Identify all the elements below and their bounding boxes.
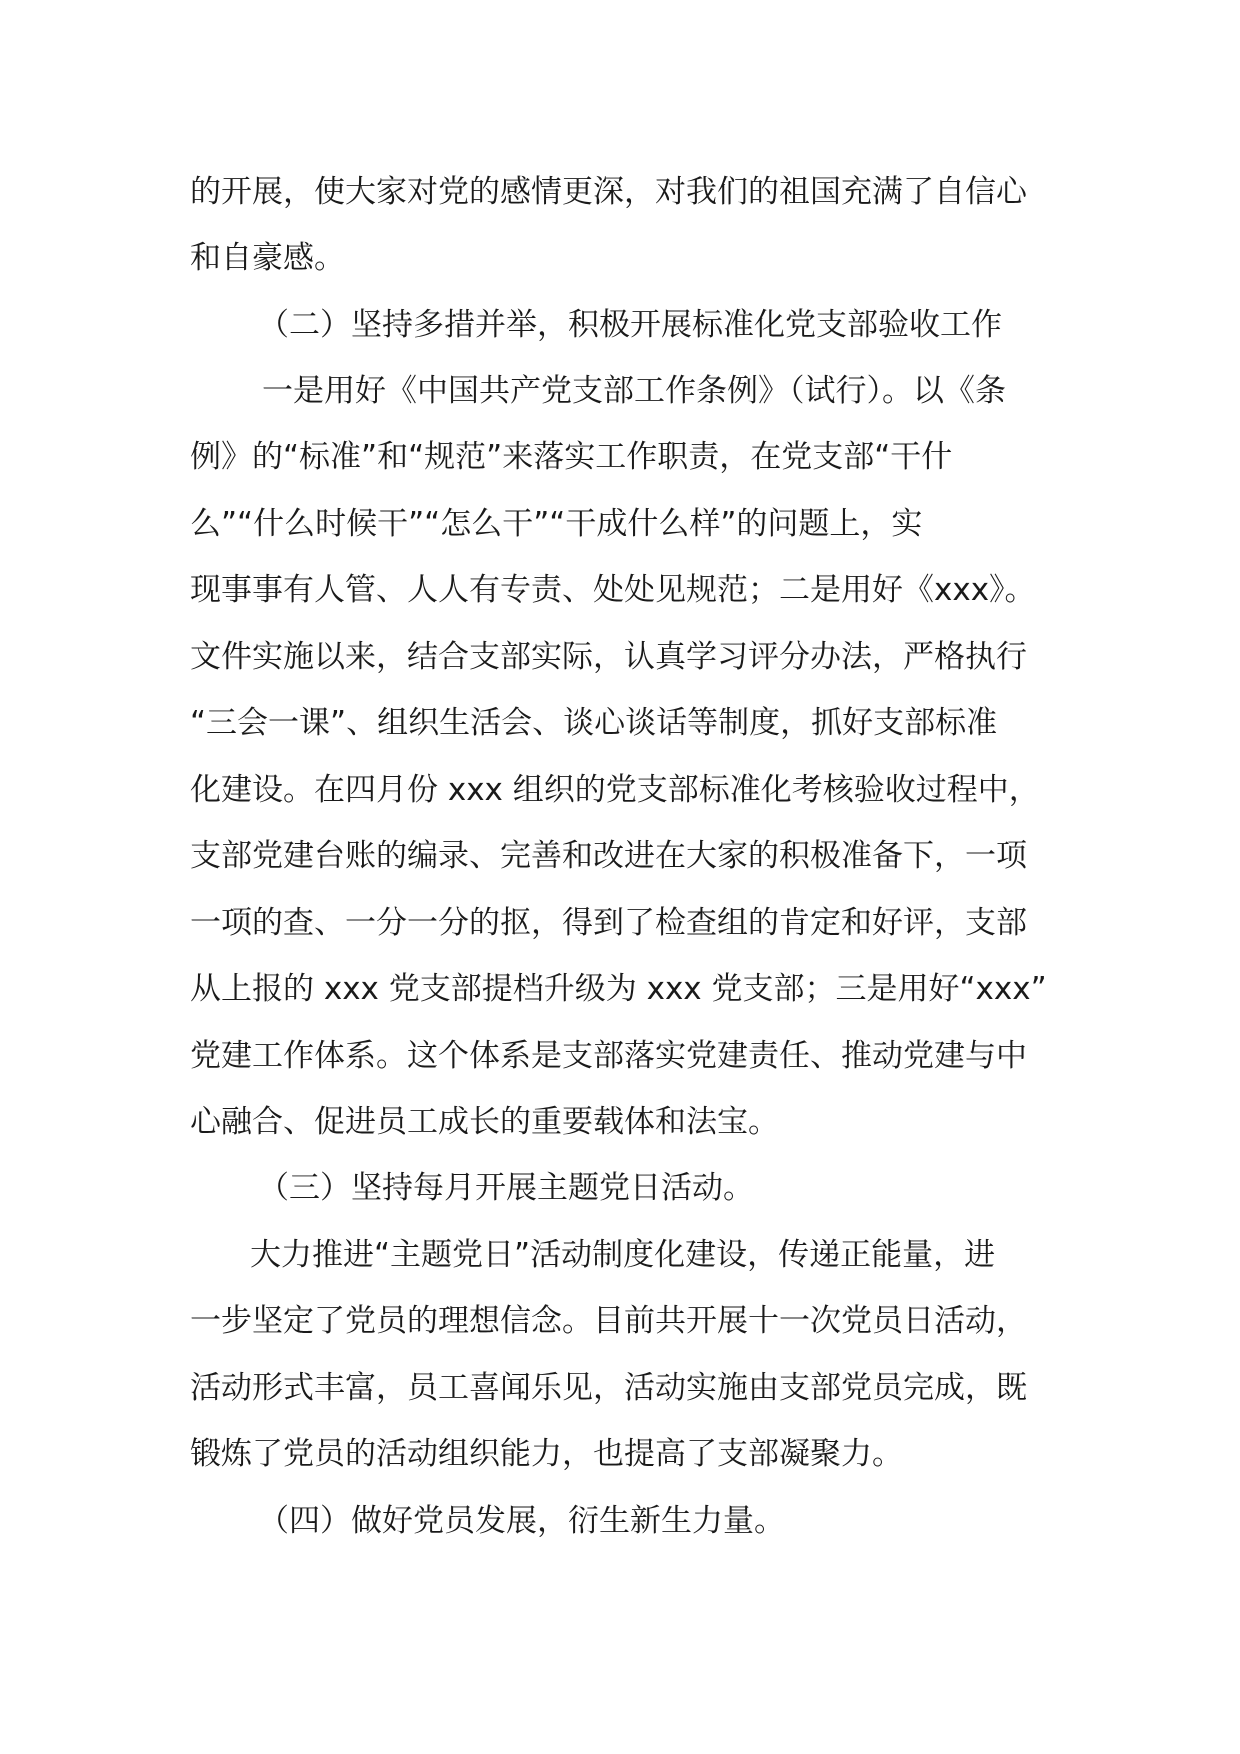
body-text-line: 一是用好《中国共产党支部工作条例》（试行）。以《条 — [262, 373, 1006, 409]
body-text-line: 文件实施以来，结合支部实际，认真学习评分办法，严格执行 — [190, 639, 1027, 675]
body-text-line: 例》的“标准”和“规范”来落实工作职责，在党支部“干什 — [190, 439, 953, 475]
section-heading-3: （三）坚持每月开展主题党日活动。 — [258, 1170, 754, 1206]
section-heading-2: （二）坚持多措并举，积极开展标准化党支部验收工作 — [258, 307, 1002, 343]
body-text-line: 活动形式丰富，员工喜闻乐见，活动实施由支部党员完成，既 — [190, 1370, 1027, 1406]
body-text-line: 的开展，使大家对党的感情更深，对我们的祖国充满了自信心 — [190, 174, 1027, 210]
body-text-line: 和自豪感。 — [190, 240, 345, 276]
body-text-line: “三会一课”、组织生活会、谈心谈话等制度，抓好支部标准 — [190, 705, 998, 741]
section-heading-4: （四）做好党员发展，衍生新生力量。 — [258, 1503, 785, 1539]
body-text-line: 锻炼了党员的活动组织能力，也提高了支部凝聚力。 — [190, 1436, 903, 1472]
body-text-line: 一步坚定了党员的理想信念。目前共开展十一次党员日活动， — [190, 1303, 1027, 1339]
body-text-line: 化建设。在四月份 xxx 组织的党支部标准化考核验收过程中， — [190, 772, 1040, 808]
body-text-line: 么”“什么时候干”“怎么干”“干成什么样”的问题上，实 — [190, 506, 923, 542]
body-text-line: 支部党建台账的编录、完善和改进在大家的积极准备下，一项 — [190, 838, 1027, 874]
body-text-line: 一项的查、一分一分的抠，得到了检查组的肯定和好评，支部 — [190, 905, 1027, 941]
body-text-line: 从上报的 xxx 党支部提档升级为 xxx 党支部；三是用好“xxx” — [190, 971, 1047, 1007]
body-text-line: 党建工作体系。这个体系是支部落实党建责任、推动党建与中 — [190, 1038, 1027, 1074]
body-text-line: 大力推进“主题党日”活动制度化建设，传递正能量，进 — [250, 1237, 996, 1273]
body-text-line: 现事事有人管、人人有专责、处处见规范；二是用好《xxx》。 — [190, 572, 1036, 608]
body-text-line: 心融合、促进员工成长的重要载体和法宝。 — [190, 1104, 779, 1140]
